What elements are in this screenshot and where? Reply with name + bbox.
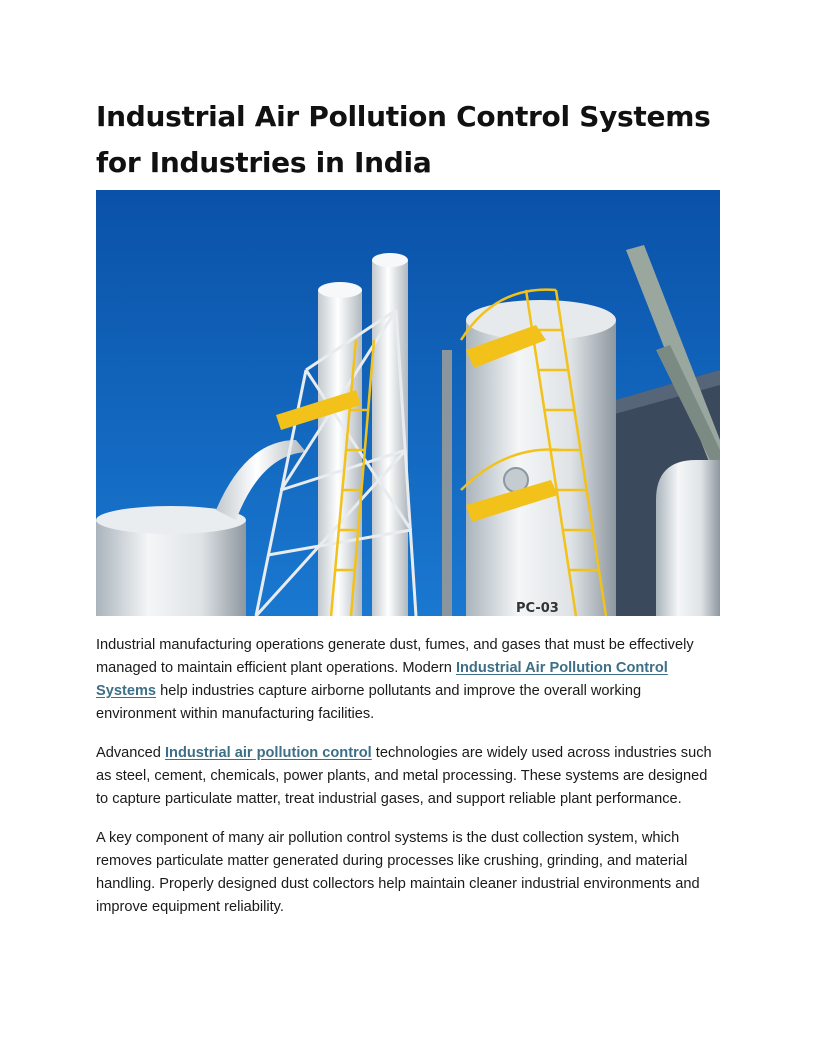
hero-image (96, 190, 720, 616)
paragraph-3: A key component of many air pollution control systems is the dust collection system, which removes particulate matter generated during processes like crushing, grinding, and material handling. Properly designed dust collectors help maintain cleaner industrial environments and improve equipment reliability. (96, 830, 700, 915)
paragraph-1: Industrial manufacturing operations generate dust, fumes, and gases that must be effectively managed to maintain efficient plant operations. Modern Industrial Air Pollution Control Systems help industries capture airborne pollutants and improve the overall working environment within manufacturing facilities. (96, 637, 694, 722)
page-title: Industrial Air Pollution Control Systems for Industries in India (96, 100, 711, 179)
tank-label: PC-03 (516, 601, 559, 616)
document-page (96, 94, 720, 919)
link-industrial-air-pollution-control[interactable]: Industrial air pollution control (164, 745, 372, 761)
paragraph-2: Advanced Industrial air pollution control technologies are widely used across industries such as steel, cement, chemicals, power plants, and metal processing. These systems are designed to capture particulate matter, treat industrial gases, and support reliable plant performance. (96, 745, 712, 807)
link-industrial-air-pollution-control-systems[interactable]: Industrial Air Pollution Control Systems (96, 660, 668, 699)
